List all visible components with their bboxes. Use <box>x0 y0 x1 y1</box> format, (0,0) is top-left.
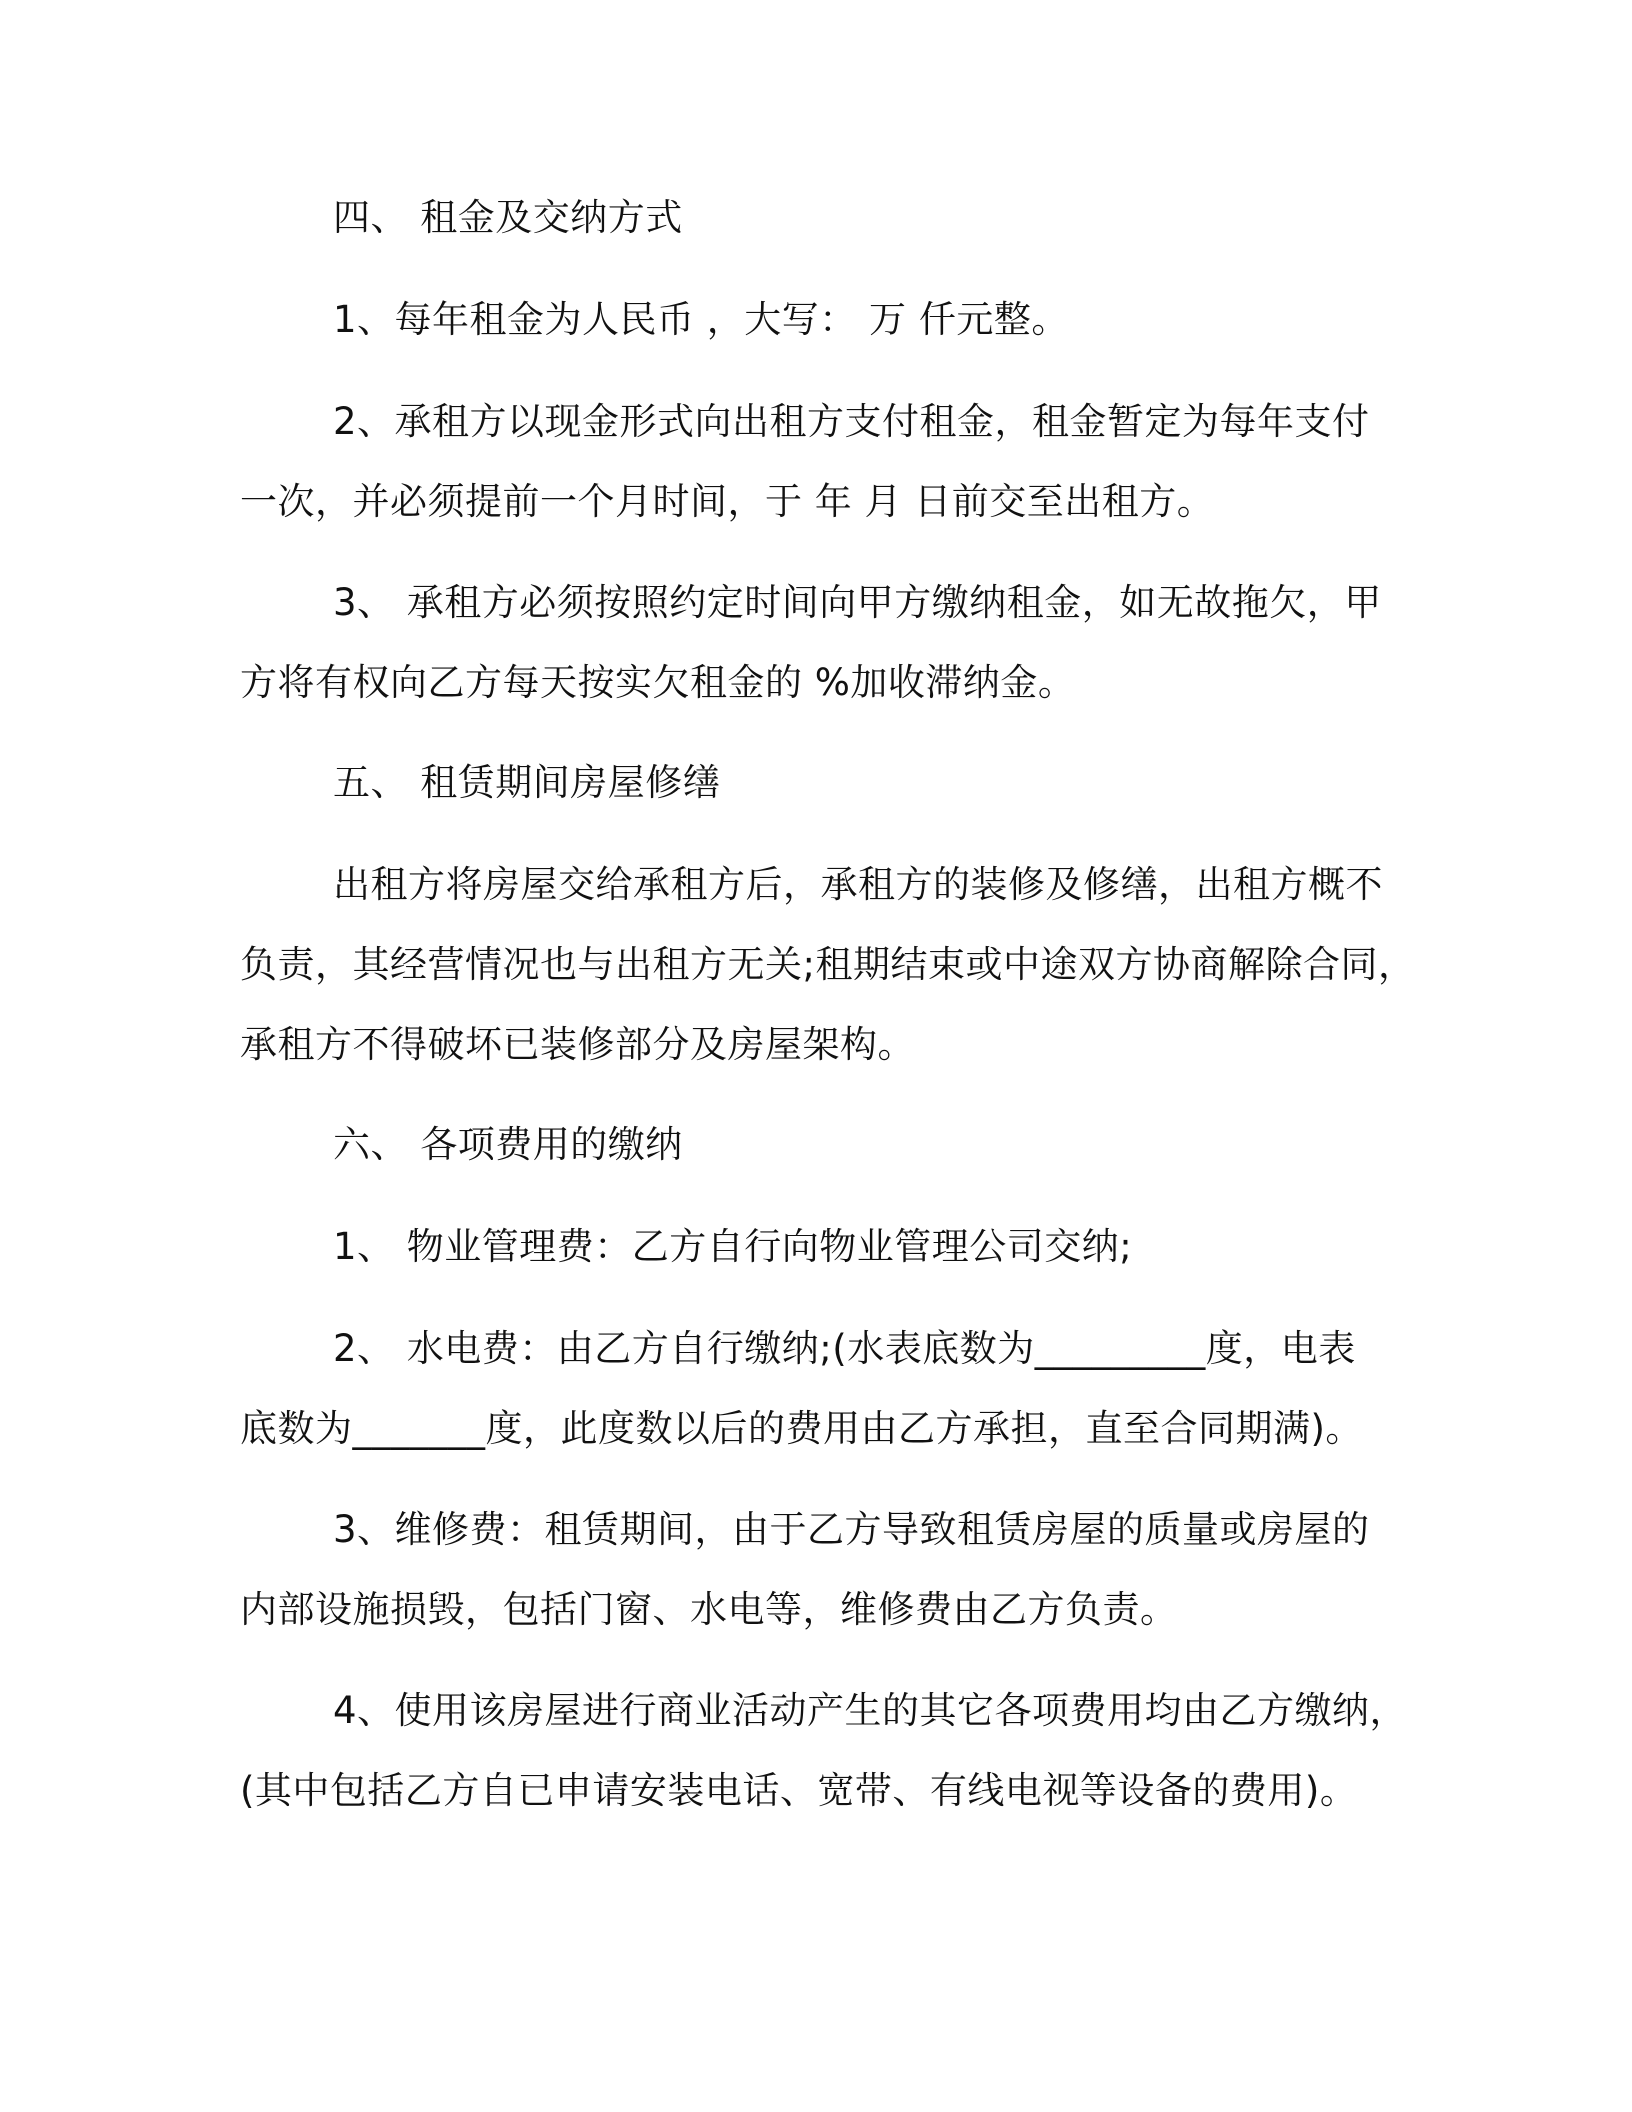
paragraph-line: 内部设施损毁，包括门窗、水电等，维修费由乙方负责。 <box>240 1588 1178 1631</box>
paragraph-line: 4、使用该房屋进行商业活动产生的其它各项费用均由乙方缴纳， <box>333 1689 1408 1732</box>
paragraph-line: 承租方不得破坏已装修部分及房屋架构。 <box>240 1023 915 1066</box>
paragraph-line: 一次，并必须提前一个月时间，于 年 月 日前交至出租方。 <box>240 480 1215 523</box>
paragraph-line: 出租方将房屋交给承租方后，承租方的装修及修缮，出租方概不 <box>333 863 1383 906</box>
paragraph-line: 方将有权向乙方每天按实欠租金的 %加收滞纳金。 <box>240 661 1076 704</box>
paragraph-line: 3、维修费：租赁期间，由于乙方导致租赁房屋的质量或房屋的 <box>333 1508 1370 1551</box>
paragraph-line: (其中包括乙方自已申请安装电话、宽带、有线电视等设备的费用)。 <box>240 1769 1358 1812</box>
paragraph-line: 1、每年租金为人民币 ，大写： 万 仟元整。 <box>333 298 1069 341</box>
paragraph-line: 2、 水电费：由乙方自行缴纳;(水表底数为_________度，电表 <box>333 1327 1356 1370</box>
paragraph-line: 负责，其经营情况也与出租方无关;租期结束或中途双方协商解除合同， <box>240 943 1416 986</box>
section-heading-6: 六、 各项费用的缴纳 <box>333 1123 683 1166</box>
paragraph-line: 1、 物业管理费：乙方自行向物业管理公司交纳; <box>333 1225 1133 1268</box>
paragraph-line: 2、承租方以现金形式向出租方支付租金，租金暂定为每年支付 <box>333 400 1370 443</box>
paragraph-line: 3、 承租方必须按照约定时间向甲方缴纳租金，如无故拖欠，甲 <box>333 581 1382 624</box>
section-heading-4: 四、 租金及交纳方式 <box>333 196 683 239</box>
section-heading-5: 五、 租赁期间房屋修缮 <box>333 761 721 804</box>
paragraph-line: 底数为_______度，此度数以后的费用由乙方承担，直至合同期满)。 <box>240 1407 1363 1450</box>
